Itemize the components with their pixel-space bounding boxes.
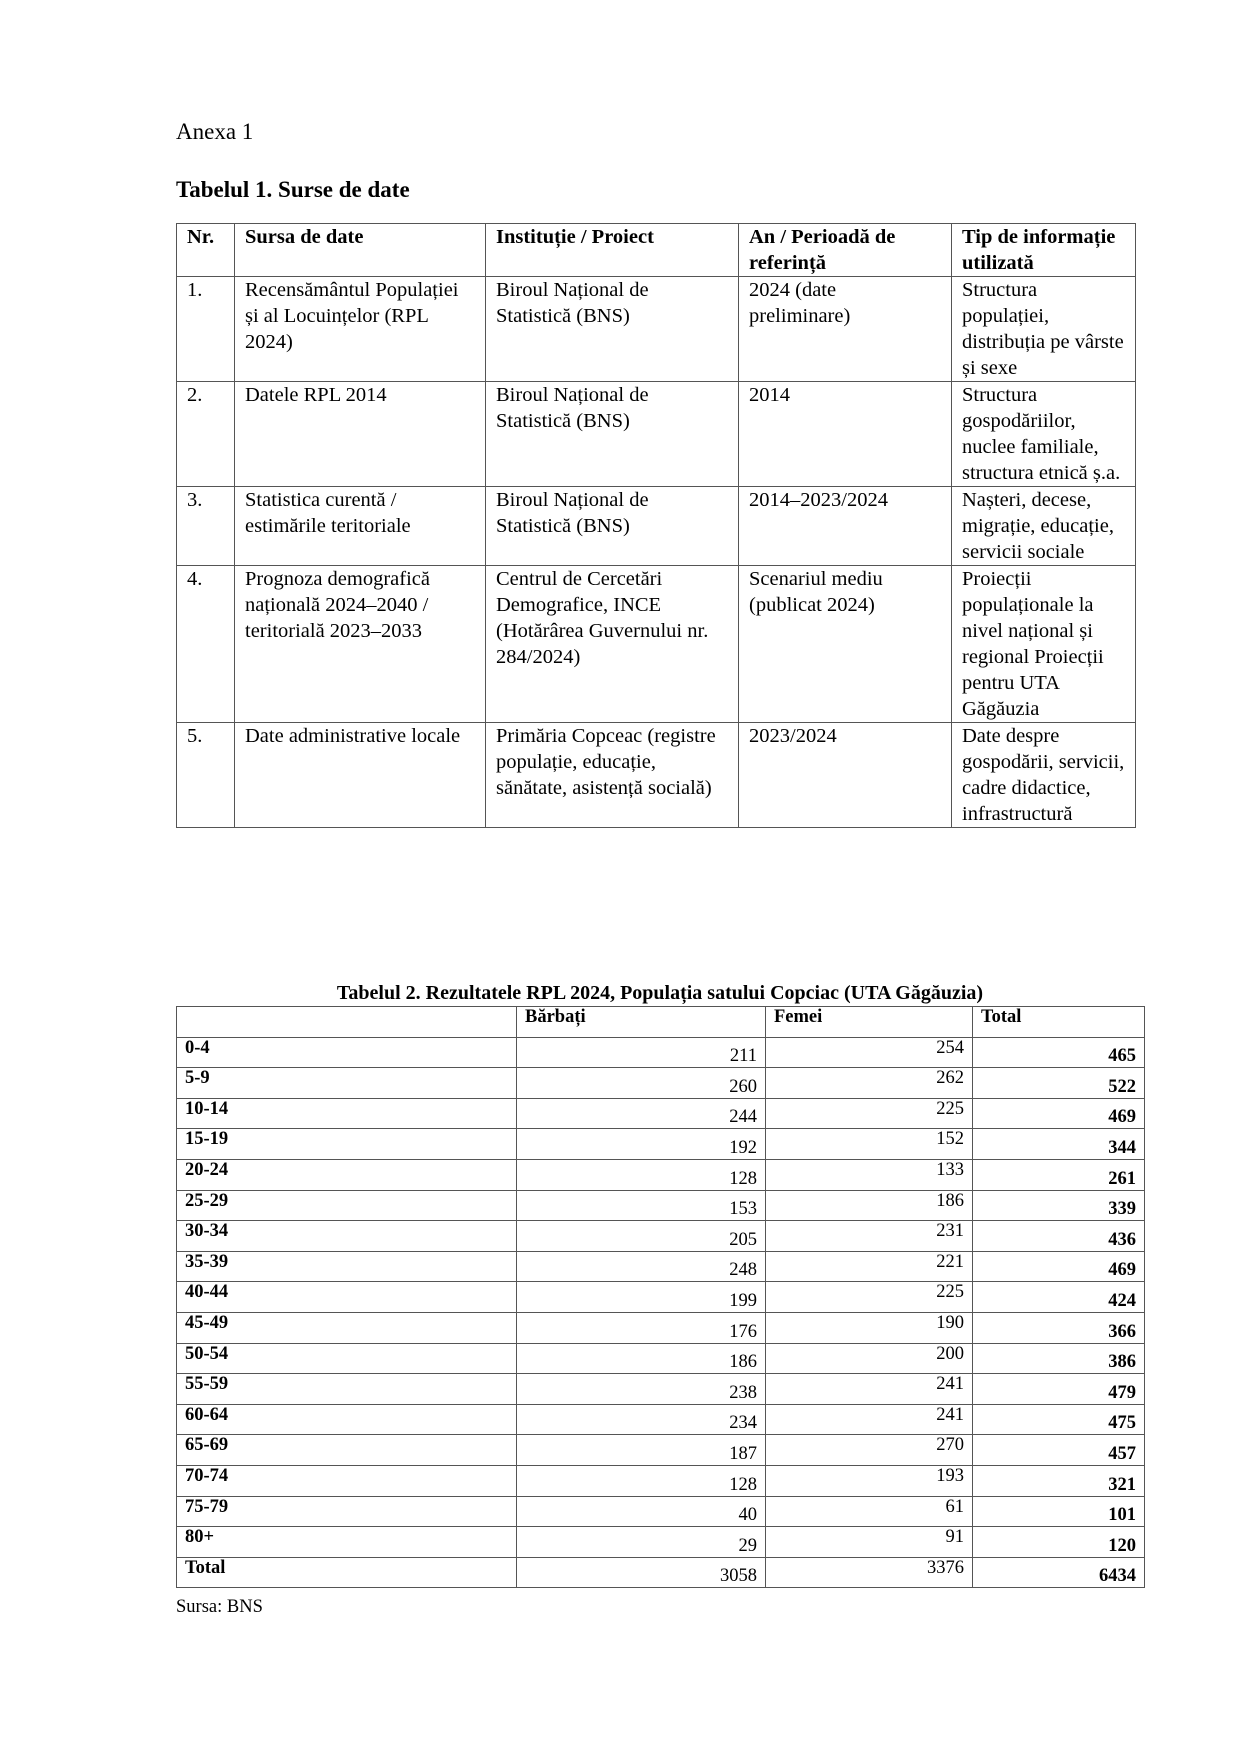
cell-women: 262 [766, 1068, 973, 1099]
cell-age-group: 50-54 [177, 1343, 517, 1374]
table2-row [177, 1282, 1145, 1313]
cell-total: 101 [973, 1496, 1145, 1527]
cell-women: 241 [766, 1374, 973, 1405]
header-period: An / Perioadă de referință [739, 224, 952, 277]
cell-source: Statistica curentă / estimările teritoriale [235, 487, 486, 566]
cell-age-group: 40-44 [177, 1282, 517, 1313]
cell-men: 3058 [517, 1557, 766, 1588]
cell-men: 248 [517, 1251, 766, 1282]
table2-row [177, 1527, 1145, 1558]
cell-age-group: 20-24 [177, 1159, 517, 1190]
table2-row [177, 1465, 1145, 1496]
cell-men: 128 [517, 1159, 766, 1190]
table2-row [177, 1190, 1145, 1221]
table2-header-row [177, 1007, 1145, 1038]
cell-men: 153 [517, 1190, 766, 1221]
cell-info-type: Structura populației, distribuția pe vârste și sexe [952, 277, 1136, 382]
header-info-type: Tip de informație utilizată [952, 224, 1136, 277]
cell-age-group: 70-74 [177, 1465, 517, 1496]
table1-header-row [177, 224, 1136, 277]
table2-row [177, 1496, 1145, 1527]
data-sources-table [176, 223, 1136, 828]
cell-age-group: 60-64 [177, 1404, 517, 1435]
cell-men: 205 [517, 1221, 766, 1252]
cell-men: 192 [517, 1129, 766, 1160]
table2-row [177, 1037, 1145, 1068]
table1-row [177, 277, 1136, 382]
table2-row [177, 1404, 1145, 1435]
cell-age-group: 65-69 [177, 1435, 517, 1466]
header-total: Total [973, 1007, 1145, 1038]
cell-source: Prognoza demografică națională 2024–2040 / teritorială 2023–2033 [235, 566, 486, 723]
cell-total: 457 [973, 1435, 1145, 1466]
cell-women: 193 [766, 1465, 973, 1496]
cell-institution: Centrul de Cercetări Demografice, INCE (Hotărârea Guvernului nr. 284/2024) [486, 566, 739, 723]
cell-men: 187 [517, 1435, 766, 1466]
table2-row [177, 1221, 1145, 1252]
cell-age-group: Total [177, 1557, 517, 1588]
cell-total: 321 [973, 1465, 1145, 1496]
table1-caption: Tabelul 1. Surse de date [176, 177, 410, 202]
cell-info-type: Proiecții populaționale la nivel național și regional Proiecții pentru UTA Găgăuzia [952, 566, 1136, 723]
cell-women: 3376 [766, 1557, 973, 1588]
cell-women: 61 [766, 1496, 973, 1527]
cell-period: 2023/2024 [739, 723, 952, 828]
cell-age-group: 30-34 [177, 1221, 517, 1252]
cell-source: Datele RPL 2014 [235, 382, 486, 487]
header-source: Sursa de date [235, 224, 486, 277]
cell-total: 469 [973, 1098, 1145, 1129]
table2-caption: Tabelul 2. Rezultatele RPL 2024, Populația satului Copciac (UTA Găgăuzia) [336, 982, 984, 1004]
cell-age-group: 75-79 [177, 1496, 517, 1527]
table1-row [177, 723, 1136, 828]
header-men: Bărbați [517, 1007, 766, 1038]
cell-women: 200 [766, 1343, 973, 1374]
cell-women: 241 [766, 1404, 973, 1435]
population-table [176, 1006, 1145, 1588]
cell-total: 366 [973, 1312, 1145, 1343]
header-institution: Instituție / Proiect [486, 224, 739, 277]
header-nr: Nr. [177, 224, 235, 277]
cell-info-type: Nașteri, decese, migrație, educație, servicii sociale [952, 487, 1136, 566]
cell-men: 244 [517, 1098, 766, 1129]
table2-row [177, 1312, 1145, 1343]
cell-men: 29 [517, 1527, 766, 1558]
cell-men: 40 [517, 1496, 766, 1527]
cell-women: 270 [766, 1435, 973, 1466]
cell-total: 522 [973, 1068, 1145, 1099]
cell-women: 231 [766, 1221, 973, 1252]
table2-row [177, 1343, 1145, 1374]
table2-row [177, 1435, 1145, 1466]
cell-age-group: 45-49 [177, 1312, 517, 1343]
cell-total: 386 [973, 1343, 1145, 1374]
cell-source: Date administrative locale [235, 723, 486, 828]
cell-men: 234 [517, 1404, 766, 1435]
cell-women: 225 [766, 1098, 973, 1129]
cell-women: 225 [766, 1282, 973, 1313]
cell-total: 261 [973, 1159, 1145, 1190]
cell-institution: Biroul Național de Statistică (BNS) [486, 277, 739, 382]
table2-row [177, 1068, 1145, 1099]
cell-total: 465 [973, 1037, 1145, 1068]
cell-nr: 1. [177, 277, 235, 382]
cell-total: 120 [973, 1527, 1145, 1558]
table1-row [177, 566, 1136, 723]
cell-age-group: 55-59 [177, 1374, 517, 1405]
table2-row [177, 1159, 1145, 1190]
cell-nr: 3. [177, 487, 235, 566]
total-row [177, 1557, 1145, 1588]
cell-men: 199 [517, 1282, 766, 1313]
cell-men: 176 [517, 1312, 766, 1343]
cell-period: 2014 [739, 382, 952, 487]
cell-nr: 4. [177, 566, 235, 723]
cell-men: 238 [517, 1374, 766, 1405]
cell-men: 260 [517, 1068, 766, 1099]
cell-women: 91 [766, 1527, 973, 1558]
cell-age-group: 5-9 [177, 1068, 517, 1099]
table2-row [177, 1251, 1145, 1282]
cell-total: 339 [973, 1190, 1145, 1221]
table1-row [177, 487, 1136, 566]
cell-period: 2014–2023/2024 [739, 487, 952, 566]
cell-period: Scenariul mediu (publicat 2024) [739, 566, 952, 723]
cell-men: 211 [517, 1037, 766, 1068]
cell-nr: 2. [177, 382, 235, 487]
cell-men: 128 [517, 1465, 766, 1496]
table2-row [177, 1129, 1145, 1160]
cell-women: 152 [766, 1129, 973, 1160]
cell-period: 2024 (date preliminare) [739, 277, 952, 382]
header-age-group [177, 1007, 517, 1038]
cell-total: 469 [973, 1251, 1145, 1282]
cell-total: 436 [973, 1221, 1145, 1252]
cell-total: 344 [973, 1129, 1145, 1160]
cell-nr: 5. [177, 723, 235, 828]
cell-women: 254 [766, 1037, 973, 1068]
cell-age-group: 80+ [177, 1527, 517, 1558]
cell-women: 186 [766, 1190, 973, 1221]
cell-total: 479 [973, 1374, 1145, 1405]
cell-age-group: 25-29 [177, 1190, 517, 1221]
table2-row [177, 1374, 1145, 1405]
annex-label: Anexa 1 [176, 119, 254, 144]
cell-age-group: 0-4 [177, 1037, 517, 1068]
source-note: Sursa: BNS [176, 1597, 263, 1617]
table1-row [177, 382, 1136, 487]
cell-age-group: 35-39 [177, 1251, 517, 1282]
cell-institution: Biroul Național de Statistică (BNS) [486, 382, 739, 487]
cell-institution: Biroul Național de Statistică (BNS) [486, 487, 739, 566]
cell-total: 475 [973, 1404, 1145, 1435]
cell-men: 186 [517, 1343, 766, 1374]
cell-info-type: Date despre gospodării, servicii, cadre didactice, infrastructură [952, 723, 1136, 828]
cell-total: 6434 [973, 1557, 1145, 1588]
cell-info-type: Structura gospodăriilor, nuclee familiale, structura etnică ș.a. [952, 382, 1136, 487]
cell-women: 190 [766, 1312, 973, 1343]
cell-total: 424 [973, 1282, 1145, 1313]
cell-age-group: 10-14 [177, 1098, 517, 1129]
cell-age-group: 15-19 [177, 1129, 517, 1160]
header-women: Femei [766, 1007, 973, 1038]
cell-source: Recensământul Populației și al Locuințelor (RPL 2024) [235, 277, 486, 382]
cell-women: 221 [766, 1251, 973, 1282]
cell-women: 133 [766, 1159, 973, 1190]
cell-institution: Primăria Copceac (registre populație, educație, sănătate, asistență socială) [486, 723, 739, 828]
table2-row [177, 1098, 1145, 1129]
